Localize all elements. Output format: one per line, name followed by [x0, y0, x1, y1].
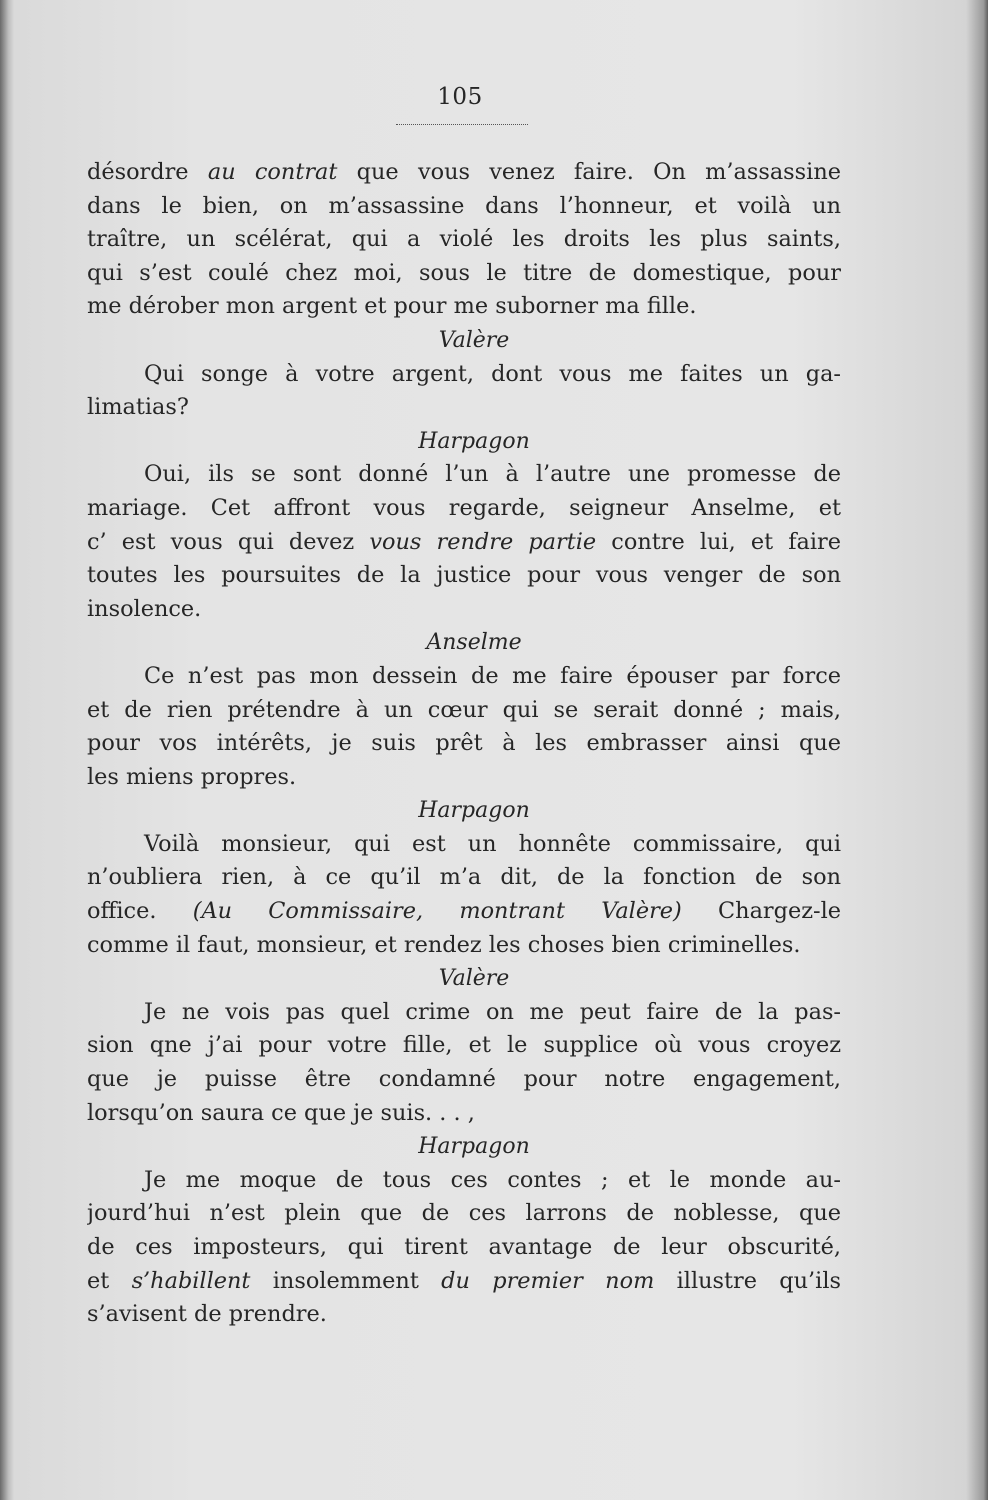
- text-line: Qui songe à votre argent, dont vous me faites un ga-: [144, 360, 841, 387]
- page-number-rule: [396, 124, 528, 125]
- text-line: de ces imposteurs, qui tirent avantage de leur obscurité,: [87, 1234, 841, 1260]
- text-line: traître, un scélérat, qui a violé les droits les plus saints,: [87, 226, 841, 253]
- stage-emphasis: vous rendre partie: [369, 528, 597, 555]
- text-line: c’ est vous qui devez vous rendre partie contre lui, et faire: [87, 528, 841, 555]
- stage-emphasis: s’habillent: [131, 1267, 251, 1294]
- stage-emphasis: au contrat: [207, 159, 338, 185]
- text-line: n’oubliera rien, à ce qu’il m’a dit, de la fonction de son: [87, 864, 841, 891]
- text-line: qui s’est coulé chez moi, sous le titre de domestique, pour: [87, 259, 841, 286]
- text-line: et de rien prétendre à un cœur qui se serait donné ; mais,: [87, 696, 841, 723]
- speaker-name: Valère: [438, 327, 510, 353]
- text-line: Je ne vois pas quel crime on me peut faire de la pas-: [144, 998, 841, 1025]
- stage-emphasis: du premier nom: [441, 1267, 655, 1294]
- text-line: jourd’hui n’est plein que de ces larrons de noblesse, que: [87, 1200, 841, 1227]
- text-line: désordre au contrat que vous venez faire. On m’assassine: [87, 159, 841, 185]
- text-line: Voilà monsieur, qui est un honnête commissaire, qui: [144, 830, 841, 857]
- speaker-name: Harpagon: [418, 1134, 530, 1160]
- page-number: 105: [437, 84, 483, 110]
- text-line: les miens propres.: [87, 763, 297, 790]
- text-line: et s’habillent insolemment du premier nom illustre qu’ils: [87, 1267, 841, 1294]
- speaker-name: Anselme: [426, 630, 522, 656]
- text-line: pour vos intérêts, je suis prêt à les embrasser ainsi que: [87, 730, 841, 757]
- stage-emphasis: (Au Commissaire, montrant Valère): [192, 898, 682, 925]
- text-line: comme il faut, monsieur, et rendez les choses bien criminelles.: [87, 931, 801, 958]
- text-line: me dérober mon argent et pour me suborner ma fille.: [87, 293, 697, 320]
- speaker-name: Valère: [438, 966, 510, 992]
- speaker-name: Harpagon: [418, 798, 530, 824]
- text-line: Ce n’est pas mon dessein de me faire épouser par force: [144, 662, 841, 689]
- text-line: que je puisse être condamné pour notre engagement,: [87, 1066, 841, 1093]
- text-line: office. (Au Commissaire, montrant Valère) Chargez-le: [87, 898, 841, 925]
- text-line: Je me moque de tous ces contes ; et le monde au-: [144, 1166, 841, 1193]
- text-line: sion qne j’ai pour votre fille, et le supplice où vous croyez: [87, 1032, 841, 1059]
- text-line: toutes les poursuites de la justice pour vous venger de son: [87, 562, 841, 589]
- play-text: [87, 156, 841, 1332]
- text-line: insolence.: [87, 595, 202, 622]
- text-line: mariage. Cet affront vous regarde, seigneur Anselme, et: [87, 494, 841, 521]
- text-line: dans le bien, on m’assassine dans l’honneur, et voilà un: [87, 192, 841, 219]
- text-line: limatias?: [87, 394, 189, 421]
- text-line: Oui, ils se sont donné l’un à l’autre une promesse de: [144, 461, 841, 488]
- speaker-name: Harpagon: [418, 428, 530, 454]
- text-line: s’avisent de prendre.: [87, 1301, 327, 1328]
- text-line: lorsqu’on saura ce que je suis. . . ,: [87, 1099, 475, 1126]
